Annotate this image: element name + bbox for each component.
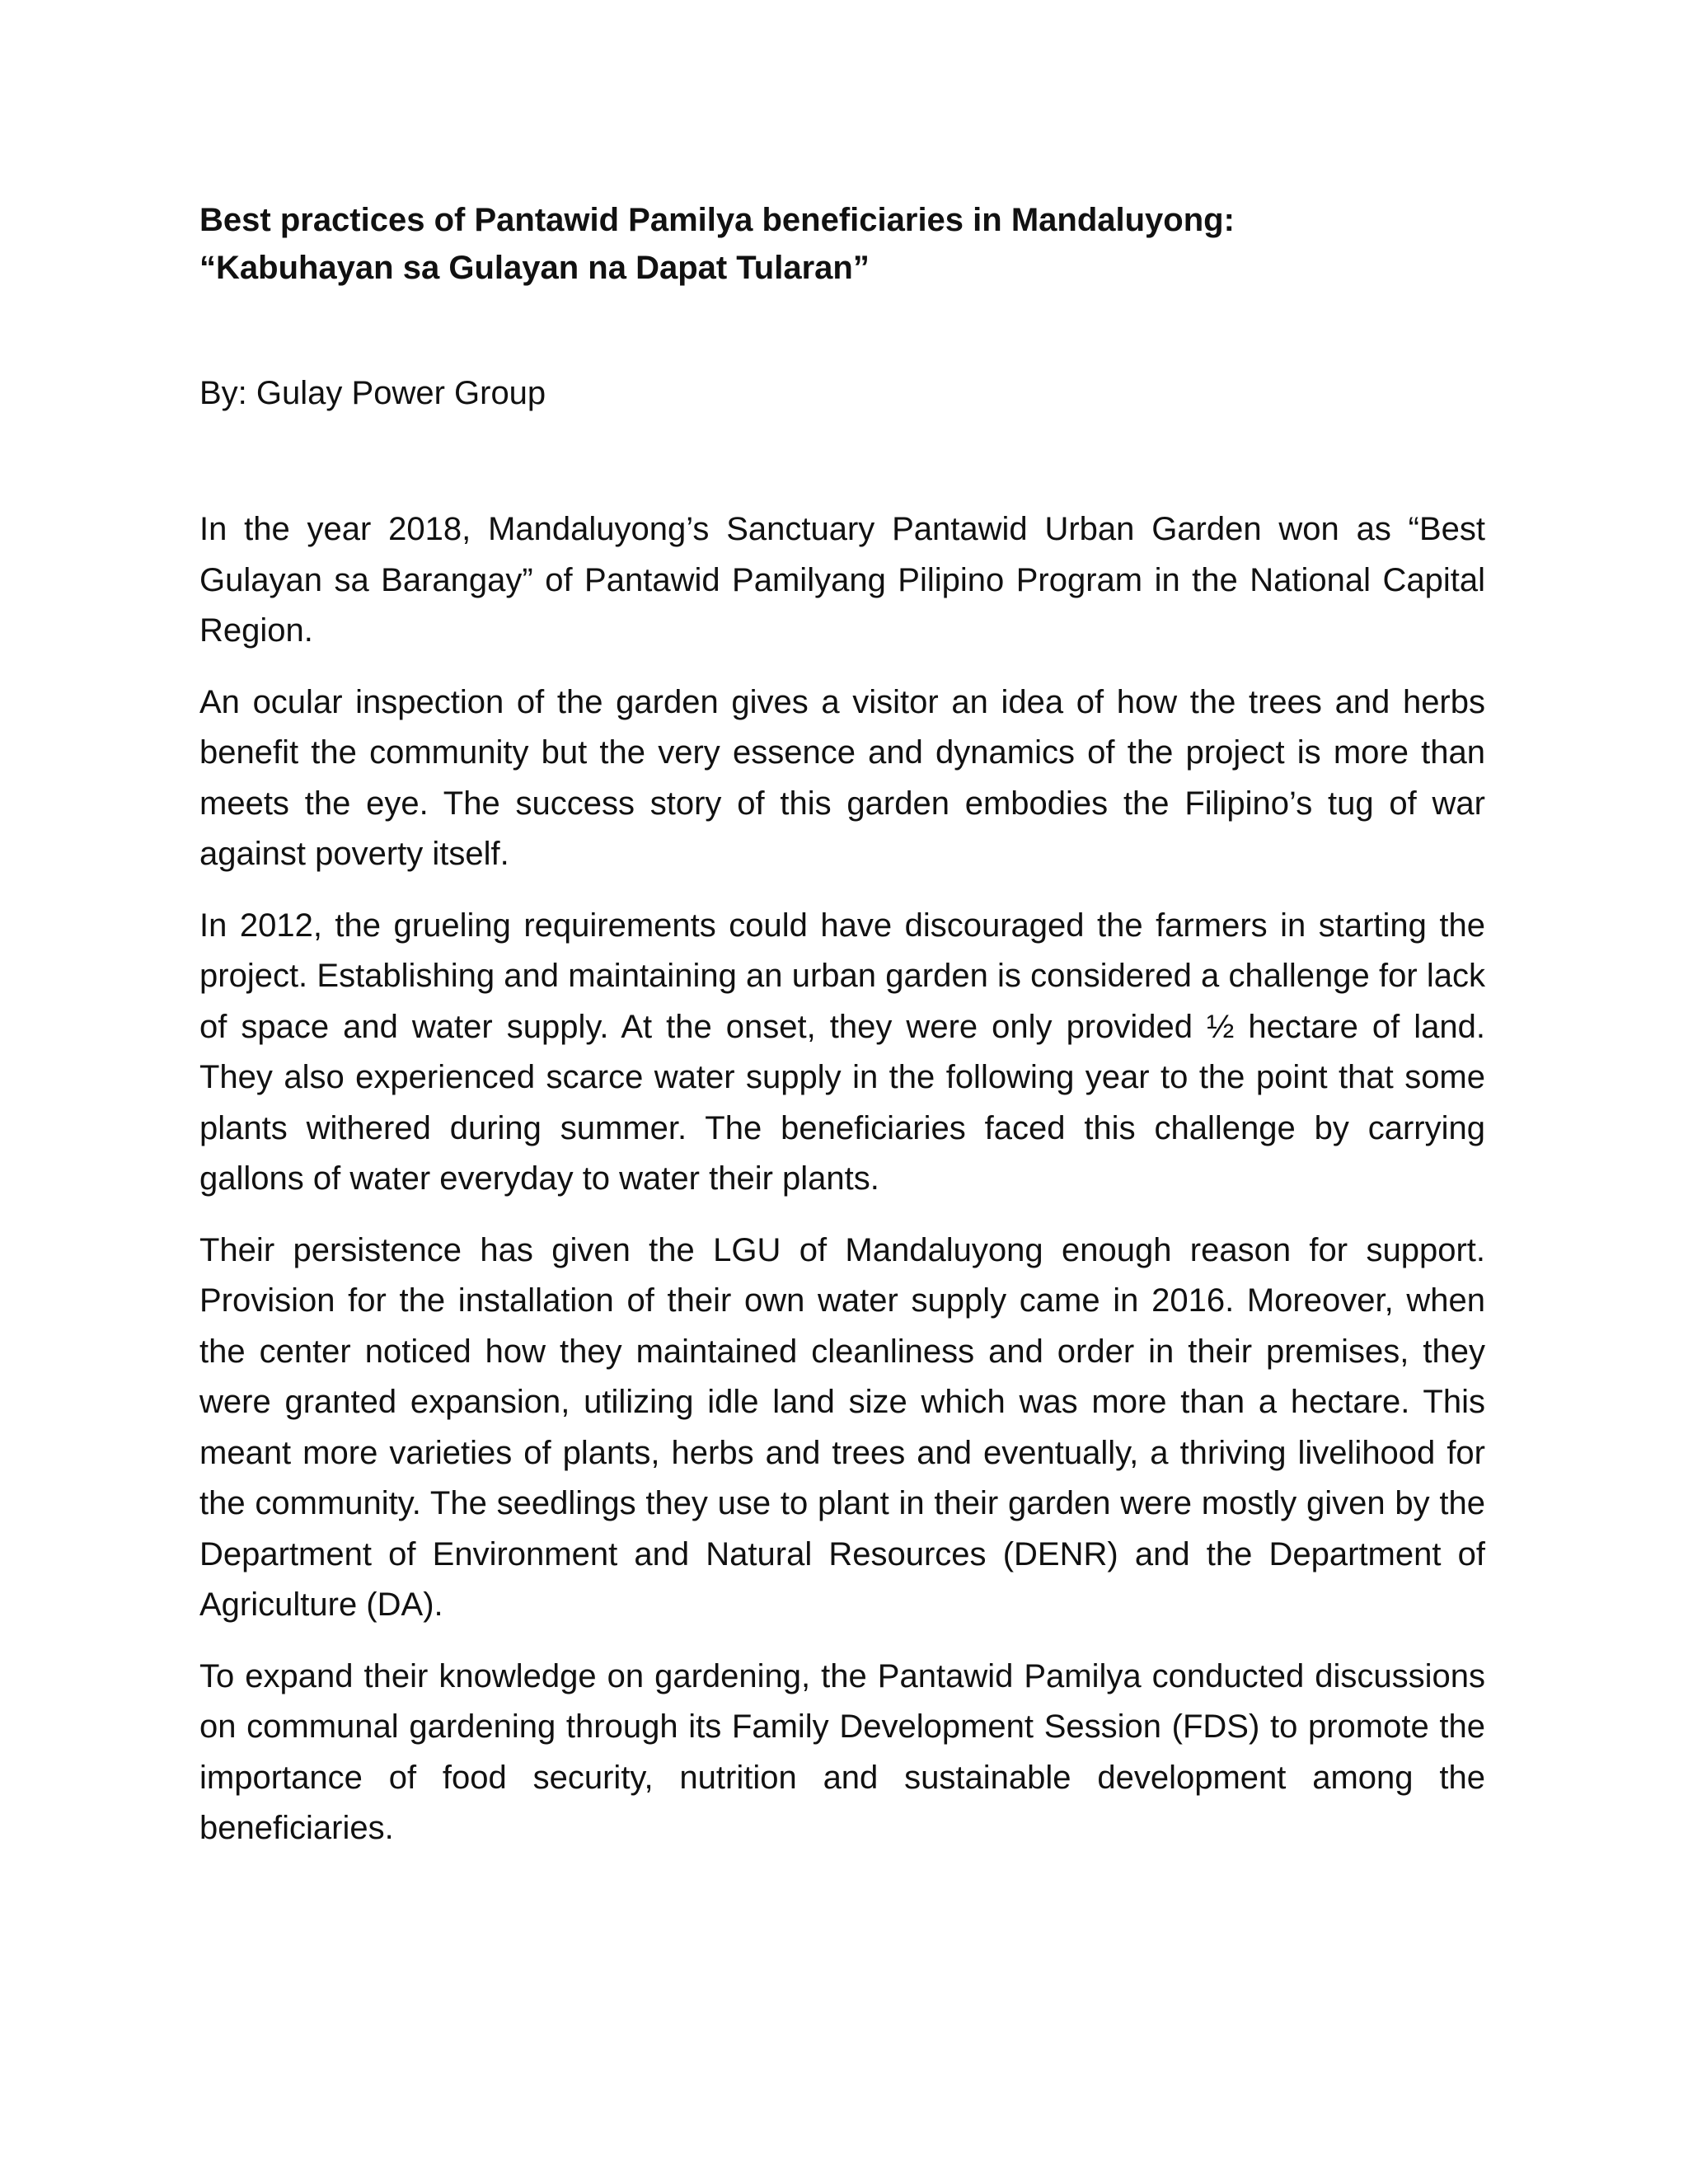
author-byline: By: Gulay Power Group	[199, 375, 546, 411]
paragraph-award: In the year 2018, Mandaluyong’s Sanctuary Pantawid Urban Garden won as “Best Gulayan sa Barangay” of Pantawid Pamilyang Pilipino Program in the National Capital Region.	[199, 511, 1485, 649]
title-line-1: Best practices of Pantawid Pamilya beneficiaries in Mandaluyong:	[199, 202, 1235, 238]
paragraph-challenges: In 2012, the grueling requirements could have discouraged the farmers in starting the project. Establishing and maintaining an urban garden is considered a challenge for lack of space and water supply. At the onset, they were only provided ½ hectare of land. They also experienced scarce water supply in the following year to the point that some plants withered during summer. The beneficiaries faced this challenge by carrying gallons of water everyday to water their plants.	[199, 907, 1485, 1197]
article-body	[199, 504, 1485, 1854]
title-line-2: “Kabuhayan sa Gulayan na Dapat Tularan”	[199, 250, 870, 286]
document-content	[199, 196, 1485, 1875]
document-title	[199, 196, 1485, 292]
paragraph-persistence: Their persistence has given the LGU of Mandaluyong enough reason for support. Provision for the installation of their own water supply came in 2016. Moreover, when the center noticed how they maintained cleanliness and order in their premises, they were granted expansion, utilizing idle land size which was more than a hectare. This meant more varieties of plants, herbs and trees and eventually, a thriving livelihood for the community. The seedlings they use to plant in their garden were mostly given by the Department of Environment and Natural Resources (DENR) and the Department of Agriculture (DA).	[199, 1231, 1485, 1623]
paragraph-ocular-inspection: An ocular inspection of the garden gives a visitor an idea of how the trees and herbs benefit the community but the very essence and dynamics of the project is more than meets the eye. The success story of this garden embodies the Filipino’s tug of war against poverty itself.	[199, 683, 1485, 872]
paragraph-fds: To expand their knowledge on gardening, the Pantawid Pamilya conducted discussions on communal gardening through its Family Development Session (FDS) to promote the importance of food security, nutrition and sustainable development among the beneficiaries.	[199, 1657, 1485, 1846]
